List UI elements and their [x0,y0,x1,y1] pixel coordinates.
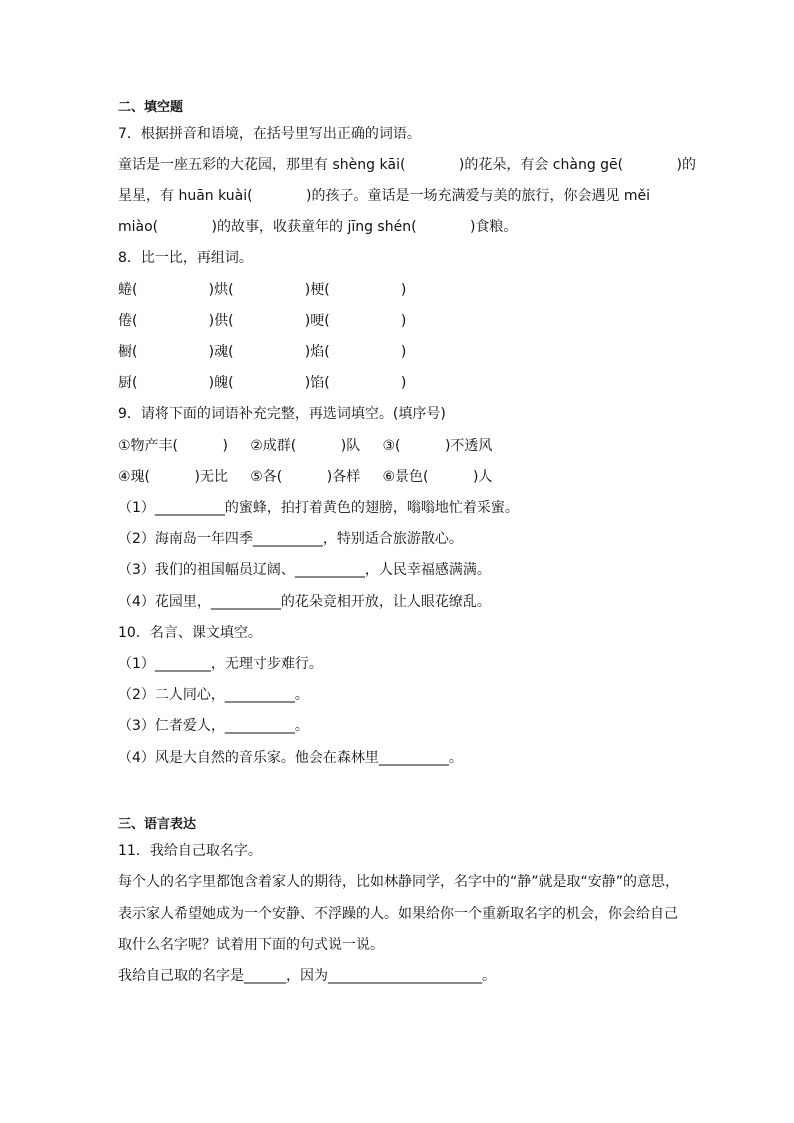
question-7-line-2: 星星，有 huān kuài( )的孩子。童话是一场充满爱与美的旅行，你会遇见 měi [118,188,651,204]
question-8-title: 8．比一比，再组词。 [118,250,253,266]
question-7-line-1: 童话是一座五彩的大花园，那里有 shèng kāi( )的花朵，有会 chàng gē( )的 [118,157,696,173]
question-8-row-2: 倦( )供( )哽( ) [118,313,407,329]
question-7-line-3: miào( )的故事，收获童年的 jīng shén( )食粮。 [118,219,518,235]
question-10-title: 10．名言、课文填空。 [118,625,262,641]
question-11-line-3: 取什么名字呢？试着用下面的句式说一说。 [118,937,384,953]
question-10-item-3: （3）仁者爱人，__________。 [118,718,309,734]
section-heading-fill-blanks: 二、填空题 [118,100,184,115]
question-9-title: 9．请将下面的词语补充完整，再选词填空。(填序号) [118,406,446,422]
question-11-line-4: 我给自己取的名字是______，因为______________________。 [118,968,496,984]
question-9-item-4: （4）花园里，__________的花朵竞相开放，让人眼花缭乱。 [118,594,491,610]
question-9-item-2: （2）海南岛一年四季__________，特别适合旅游散心。 [118,531,463,547]
section-heading-language-expression: 三、语言表达 [118,817,197,832]
question-9-options-1: ①物产丰( ) ②成群( )队 ③( )不透风 [118,438,493,454]
question-11-line-2: 表示家人希望她成为一个安静、不浮躁的人。如果给你一个重新取名字的机会，你会给自己 [118,906,678,922]
question-8-row-4: 厨( )魄( )馅( ) [118,375,407,391]
question-8-row-1: 蜷( )烘( )梗( ) [118,282,407,298]
question-10-item-2: （2）二人同心，__________。 [118,687,309,703]
question-11-line-1: 每个人的名字里都饱含着家人的期待，比如林静同学，名字中的“静”就是取“安静”的意思， [118,874,680,890]
question-9-item-3: （3）我们的祖国幅员辽阔、__________，人民幸福感满满。 [118,562,491,578]
question-10-item-4: （4）风是大自然的音乐家。他会在森林里__________。 [118,750,463,766]
question-11-title: 11．我给自己取名字。 [118,843,262,859]
question-10-item-1: （1）________，无理寸步难行。 [118,656,323,672]
question-9-item-1: （1）__________的蜜蜂，拍打着黄色的翅膀，嗡嗡地忙着采蜜。 [118,500,519,516]
question-9-options-2: ④瑰( )无比 ⑤各( )各样 ⑥景色( )人 [118,469,493,485]
question-7-title: 7．根据拼音和语境，在括号里写出正确的词语。 [118,126,421,142]
question-8-row-3: 橱( )魂( )焰( ) [118,344,407,360]
